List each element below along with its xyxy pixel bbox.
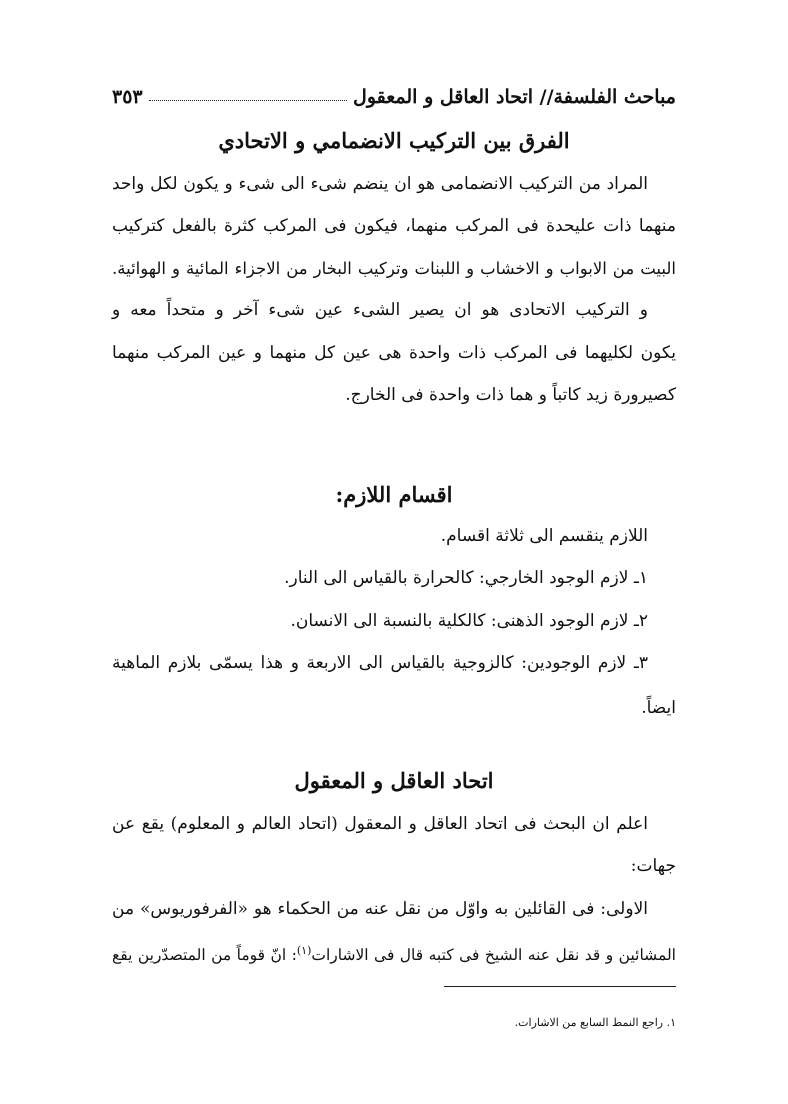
paragraph-line: جهات: <box>630 856 676 876</box>
list-item: ٢ـ لازم الوجود الذهنی: کالکلیة بالنسبة الی الانسان. <box>290 611 648 631</box>
text-run: المشائین و قد نقل عنه الشیخ فی کتبه قال فی الاشارات <box>311 946 676 965</box>
paragraph-line: یکون لکلیهما فی المرکب ذات واحدة هی عین کل منهما و عین المرکب منهما <box>112 343 676 363</box>
running-header <box>112 78 676 108</box>
paragraph-line: البیت من الابواب و الاخشاب و اللبنات وترکیب البخار من الاجزاء المائیة و الهوائیة. <box>112 259 676 278</box>
section-heading-divisions: اقسام اللازم: <box>335 482 453 507</box>
section-heading-composition: الفرق بين التركيب الانضمامي و الاتحادي <box>218 128 570 153</box>
leader-dots <box>149 100 347 101</box>
paragraph-line: کصیرورة زید کاتباً و هما ذات واحدة فی الخارج. <box>345 385 676 405</box>
footnote-reference: (١) <box>296 944 312 957</box>
paragraph-line: و الترکیب الاتحادی هو ان یصیر الشیء عین شیء آخر و متحداً معه و <box>112 300 648 320</box>
running-title: مباحث الفلسفة// اتحاد العاقل و المعقول <box>353 86 676 108</box>
footnote: ١. راجع النمط السابع من الاشارات. <box>514 1016 676 1029</box>
list-intro: اللازم ينقسم الى ثلاثة اقسام. <box>440 526 648 546</box>
list-item: ٣ـ لازم الوجودین: کالزوجیة بالقیاس الی الاربعة و هذا یسمّی بلازم الماهیة <box>112 653 648 673</box>
paragraph-line: الاولی: فی القائلین به واوّل من نقل عنه من الحکماء هو «الفرفوریوس» من <box>112 899 648 919</box>
paragraph-line: المراد من التركيب الانضمامی هو ان ینضم شیء الی شیء و یکون لکل واحد <box>112 174 648 194</box>
text-run: : انّ قوماً من المتصدّرین یقع <box>112 946 297 965</box>
page-number: ٣٥٣ <box>112 86 143 108</box>
section-heading-unity: اتحاد العاقل و المعقول <box>294 768 494 793</box>
paragraph-line <box>112 939 676 965</box>
list-item-continuation: ایضاً. <box>641 698 676 718</box>
paragraph-line: اعلم ان البحث فی اتحاد العاقل و المعقول (اتحاد العالم و المعلوم) یقع عن <box>112 814 648 834</box>
footnote-separator <box>444 986 676 987</box>
paragraph-line: منهما ذات علیحدة فی المرکب منهما، فیکون فی المرکب کثرة بالفعل کترکیب <box>112 216 676 236</box>
list-item: ١ـ لازم الوجود الخارجي: کالحرارة بالقیاس الی النار. <box>284 568 648 588</box>
